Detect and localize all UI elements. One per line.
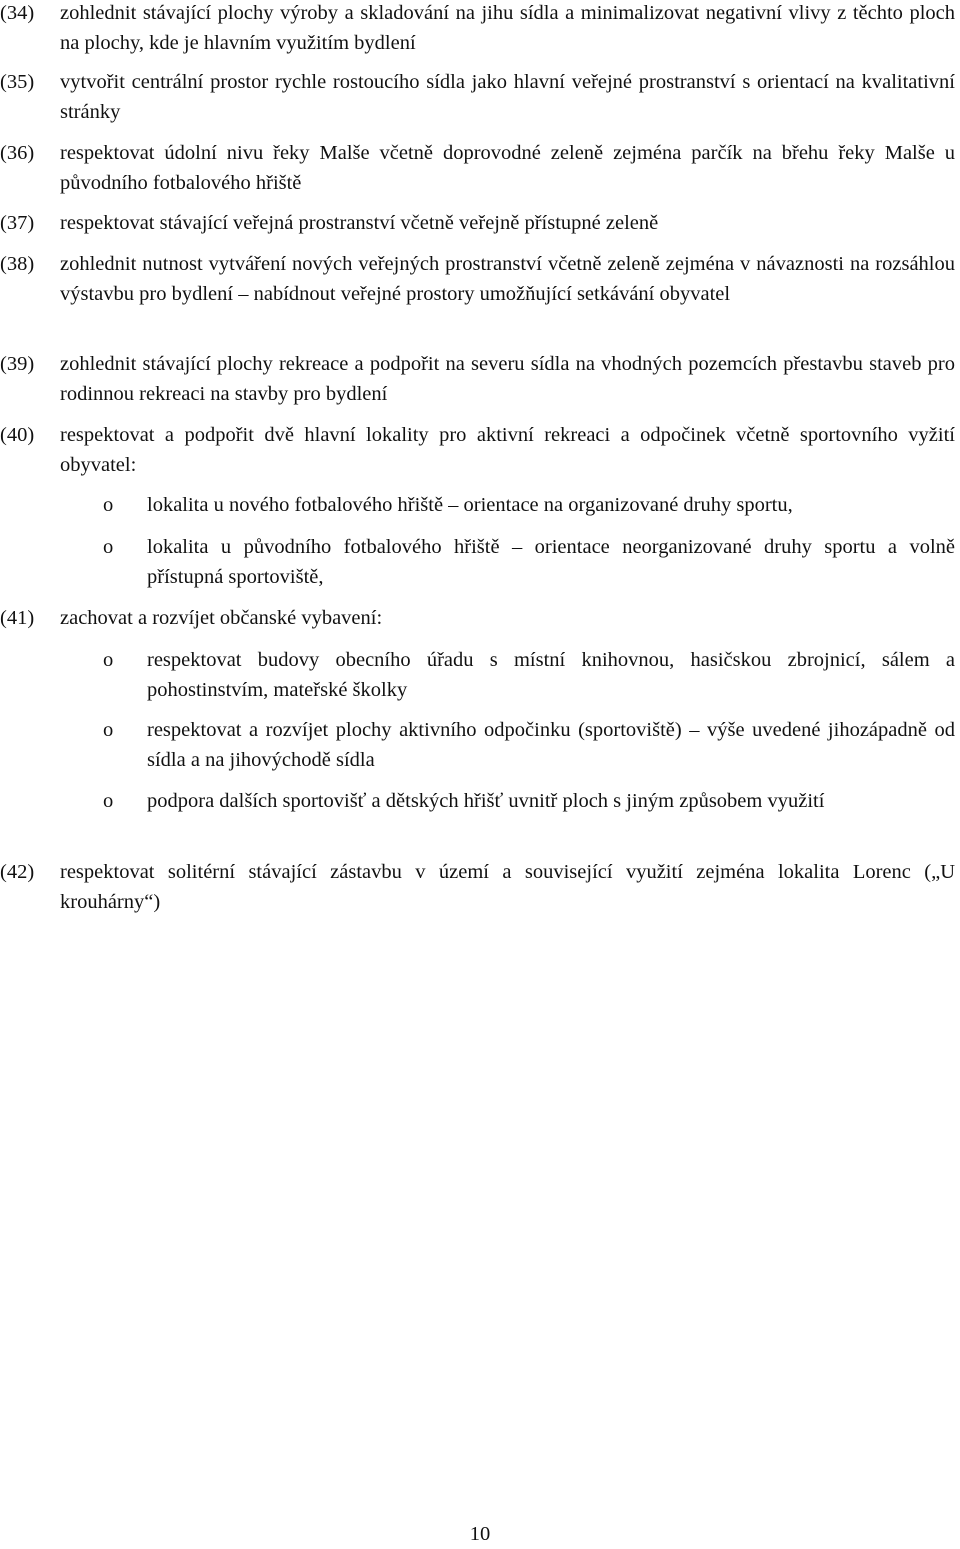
item-text: respektovat solitérní stávající zástavbu v území a související využití zejména lokalita Lorenc („U krouhárny“) — [60, 861, 955, 913]
item-number: (41) — [0, 607, 35, 629]
item-number: (34) — [0, 2, 35, 24]
sub-item-text: podpora dalších sportovišť a dětských hřišť uvnitř ploch s jiným způsobem využití — [147, 790, 825, 812]
sub-list-item — [0, 646, 955, 705]
list-item-36 — [0, 139, 955, 198]
bullet-marker: o — [103, 536, 114, 558]
item-text: respektovat údolní nivu řeky Malše včetně doprovodné zeleně zejména parčík na břehu řeky Malše u původního fotbalového hřiště — [60, 142, 955, 194]
list-item-34 — [0, 0, 955, 58]
item-text: zachovat a rozvíjet občanské vybavení: — [60, 607, 383, 629]
sub-item-text: respektovat budovy obecního úřadu s místní knihovnou, hasičskou zbrojnicí, sálem a pohostinstvím, mateřské školky — [147, 649, 955, 701]
item-text: respektovat stávající veřejná prostranství včetně veřejně přístupné zeleně — [60, 212, 659, 234]
item-number: (36) — [0, 142, 35, 164]
page-number: 10 — [469, 1523, 491, 1545]
sub-list-item — [0, 716, 955, 775]
item-number: (39) — [0, 353, 35, 375]
sub-item-text: lokalita u nového fotbalového hřiště – orientace na organizované druhy sportu, — [147, 494, 793, 516]
list-item-39 — [0, 350, 955, 409]
list-item-42 — [0, 858, 955, 917]
item-number: (35) — [0, 71, 35, 93]
sub-item-text: respektovat a rozvíjet plochy aktivního odpočinku (sportoviště) – výše uvedené jihozápadně od sídla a na jihovýchodě sídla — [147, 719, 955, 771]
sub-list-item — [0, 787, 955, 817]
bullet-marker: o — [103, 790, 114, 812]
list-item-37 — [0, 209, 955, 239]
bullet-marker: o — [103, 649, 114, 671]
bullet-marker: o — [103, 494, 114, 516]
item-text: respektovat a podpořit dvě hlavní lokality pro aktivní rekreaci a odpočinek včetně sportovního vyžití obyvatel: — [60, 424, 955, 476]
list-item-38 — [0, 250, 955, 309]
sub-item-text: lokalita u původního fotbalového hřiště – orientace neorganizované druhy sportu a volně přístupná sportoviště, — [147, 536, 955, 588]
item-text: zohlednit nutnost vytváření nových veřejných prostranství včetně zeleně zejména v návaznosti na rozsáhlou výstavbu pro bydlení – nabídnout veřejné prostory umožňující setkávání obyvatel — [60, 253, 955, 305]
list-item-35 — [0, 68, 955, 127]
item-text: zohlednit stávající plochy výroby a skladování na jihu sídla a minimalizovat negativní vlivy z těchto ploch na plochy, kde je hlavním využitím bydlení — [60, 2, 955, 54]
sub-list-item — [0, 533, 955, 592]
item-number: (42) — [0, 861, 35, 883]
bullet-marker: o — [103, 719, 114, 741]
list-item-41 — [0, 604, 955, 634]
item-number: (37) — [0, 212, 35, 234]
item-text: zohlednit stávající plochy rekreace a podpořit na severu sídla na vhodných pozemcích přestavbu staveb pro rodinnou rekreaci na stavby pro bydlení — [60, 353, 955, 405]
list-item-40 — [0, 421, 955, 480]
item-number: (38) — [0, 253, 35, 275]
sub-list-item — [0, 491, 955, 521]
item-number: (40) — [0, 424, 35, 446]
item-text: vytvořit centrální prostor rychle rostoucího sídla jako hlavní veřejné prostranství s orientací na kvalitativní stránky — [60, 71, 955, 123]
